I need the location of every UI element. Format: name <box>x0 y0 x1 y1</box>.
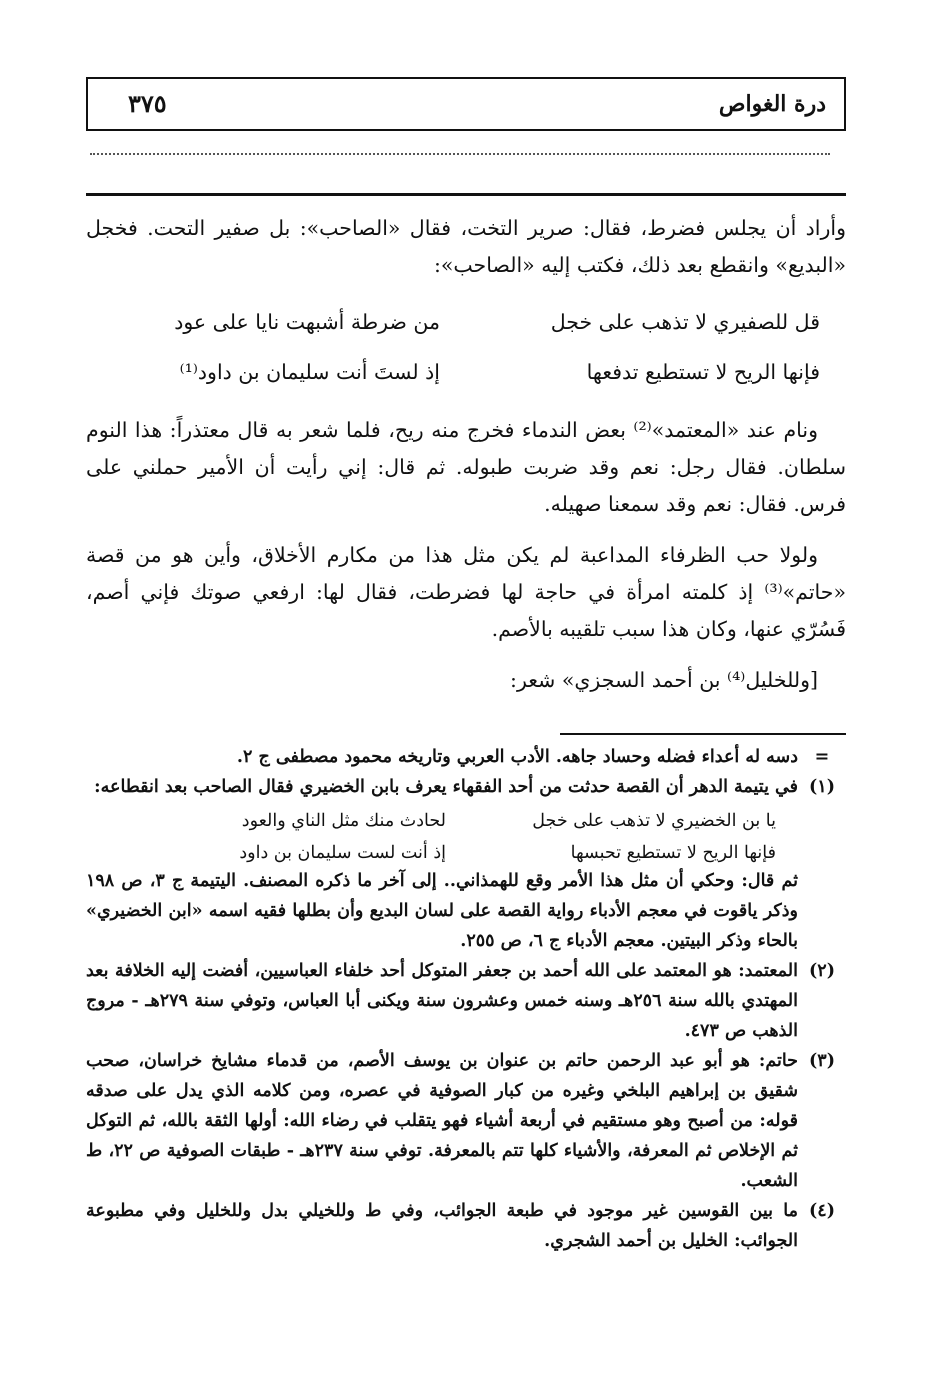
footnote-text: المعتمد: هو المعتمد على الله أحمد بن جعفر المتوكل أحد خلفاء العباسيين، أفضت إليه الخلافة بعد المهتدي بالله سنة ٢٥٦هـ وسنه خمس وعشرون سنة ويكنى أبا العباس، وتوفي سنة ٢٧٩هـ - مروج الذهب ص ٤٧٣. <box>86 961 798 1041</box>
footnote-number: (٣) <box>809 1051 835 1071</box>
footnote-3 <box>86 1046 846 1196</box>
footnote-continuation <box>86 742 846 772</box>
footnote-text: حاتم: هو أبو عبد الرحمن حاتم بن عنوان بن يوسف الأصم، من قدماء مشايخ خراسان، صحب شقيق بن إبراهيم البلخي وغيره من كبار الصوفية في عصره، ومن كلامه الذي يدل على صدقه قوله: من أصبح وهو مستقيم في أربعة أشياء فهو يتقلب في رضاء الله: أولها الثقة بالله، ثم التوكل ثم الإخلاص ثم المعرفة، والأشياء كلها تتم بالمعرفة. توفي سنة ٢٣٧هـ - طبقات الصوفية ص ٢٢، ط الشعب. <box>86 1051 798 1191</box>
footnote-number: (٤) <box>809 1201 835 1221</box>
header-rule <box>86 193 846 196</box>
footnote-text: ما بين القوسين غير موجود في طبعة الجوائب، وفي ط وللخيلي بدل وللخليل وفي مطبوعة الجوائب: الخليل بن أحمد الشجري. <box>86 1201 798 1251</box>
footnotes <box>86 742 846 1256</box>
verse-line <box>86 834 846 866</box>
verse-hemistich-right: قل للصفيري لا تذهب على خجل <box>550 310 820 334</box>
footnote-2 <box>86 956 846 1046</box>
footnote-number: (١) <box>809 777 835 797</box>
verse-line <box>86 802 846 834</box>
paragraph-1: وأراد أن يجلس فضرط، فقال: صرير التخت، فقال «الصاحب»: بل صفير التحت. فخجل «البديع» وانقطع بعد ذلك، فكتب إليه «الصاحب»: <box>86 216 846 277</box>
footnote-text: دسه له أعداء فضله وحساد جاهه. الأدب العربي وتاريخه محمود مصطفى ج ٢. <box>236 747 798 767</box>
footnote-separator <box>560 733 846 735</box>
verse-block-1 <box>86 298 846 398</box>
header-title: درة الغواص <box>718 91 826 117</box>
footnote-number: (٢) <box>809 961 835 981</box>
verse-hemistich-left: من ضرطة أشبهت نايا على عود <box>174 310 440 334</box>
verse-hemistich-left: إذ لستَ أنت سليمان بن داود⁽¹⁾ <box>179 360 440 384</box>
footnote-marker: = <box>814 747 830 767</box>
running-header <box>86 77 846 131</box>
footnote-4 <box>86 1196 846 1256</box>
footnote-text: في يتيمة الدهر أن القصة حدثت من أحد الفقهاء يعرف بابن الخضيري فقال الصاحب بعد انقطاعه: <box>94 777 798 797</box>
paragraph-3: ولولا حب الظرفاء المداعبة لم يكن مثل هذا من مكارم الأخلاق، وأين هو من قصة «حاتم»⁽³⁾ إذ كلمته امرأة في حاجة لها فضرطت، فقال لها: ارفعي صوتك فإني أصم، فَسُرّي عنها، وكان هذا سبب تلقيبه بالأصم. <box>86 543 846 641</box>
verse-line <box>86 348 846 398</box>
footnote-1-continued: ثم قال: وحكي أن مثل هذا الأمر وقع للهمذاني.. إلى آخر ما ذكره المصنف. اليتيمة ج ٣، ص ١٩٨ وذكر ياقوت في معجم الأدباء رواية القصة على لسان البديع وأن بطلها فقيه اسمه «ابن الخضيري» بالحاء وذكر البيتين. معجم الأدباء ج ٦، ص ٢٥٥. <box>86 871 798 951</box>
paragraph-2: ونام عند «المعتمد»⁽²⁾ بعض الندماء فخرج منه ريح، فلما شعر به قال معتذراً: هذا النوم سلطان. فقال رجل: نعم وقد ضربت طبوله. ثم قال: إني رأيت أن الأمير حملني على فرس. فقال: نعم وقد سمعنا صهيله. <box>86 418 846 516</box>
verse-hemistich-right: يا بن الخضيري لا تذهب على خجل <box>532 811 776 831</box>
paragraph-4: [وللخليل⁽⁴⁾ بن أحمد السجزي» شعر: <box>510 668 818 692</box>
page-number: ٣٧٥ <box>128 89 167 118</box>
footnote-verse <box>86 802 846 866</box>
verse-hemistich-left: إذ أنت لست سليمان بن داود <box>239 843 446 863</box>
verse-hemistich-left: لحادث منك مثل الناي والعود <box>241 811 446 831</box>
verse-line <box>86 298 846 348</box>
main-text <box>86 210 846 699</box>
verse-hemistich-right: فإنها الريح لا تستطيع تدفعها <box>586 360 820 384</box>
footnote-1 <box>86 772 846 802</box>
verse-hemistich-right: فإنها الريح لا تستطيع تحبسها <box>570 843 776 863</box>
dotted-divider <box>90 153 830 155</box>
